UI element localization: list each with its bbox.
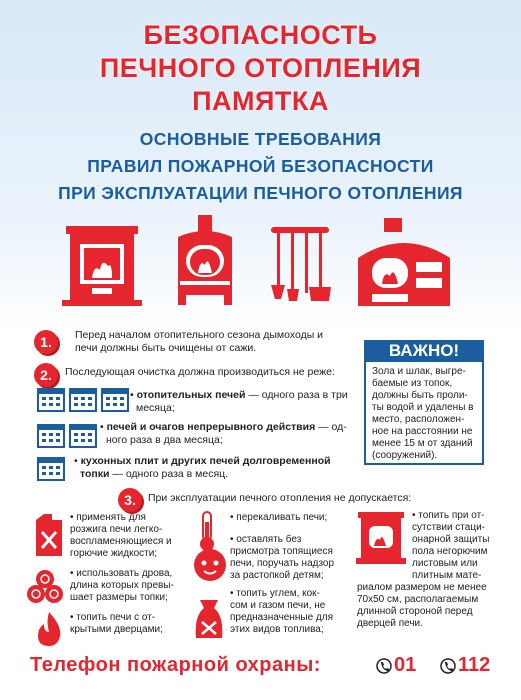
section-3-intro: При эксплуатации печного отопления не допускается: bbox=[148, 492, 412, 504]
forbid-col1-item-2: • использовать дрова, длина которых превы- шает размеры топки; bbox=[70, 568, 174, 603]
important-text: Зола и шлак, выгре- баемые из топок, должны быть проли- ты водой и удалены в место, расположен- ное на расстоянии не менее 15 м от зданий (сооружений). bbox=[372, 366, 474, 461]
title-line-1: БЕЗОПАСНОСТЬ bbox=[143, 20, 378, 50]
section-2-item-1-line-1: • отопительных печей — одного раза в три bbox=[130, 389, 348, 401]
subtitle-line-3: ПРИ ЭКСПЛУАТАЦИИ ПЕЧНОГО ОТОПЛЕНИЯ bbox=[58, 183, 463, 203]
phone-icon bbox=[376, 657, 392, 675]
section-1-line-2: печи должны быть очищены от сажи. bbox=[75, 342, 257, 354]
fireplace-icon bbox=[356, 510, 406, 566]
title-line-3: ПАМЯТКА bbox=[192, 86, 329, 116]
important-heading: ВАЖНО! bbox=[364, 340, 484, 362]
section-3-number: 3. bbox=[118, 488, 142, 512]
section-2-item-2-line-1: • печей и очагов непрерывного действия — од- bbox=[100, 421, 347, 433]
fire-phone-number-1[interactable]: 01 bbox=[394, 654, 417, 676]
subtitle-line-1: ОСНОВНЫЕ ТРЕБОВАНИЯ bbox=[139, 129, 382, 149]
calendar-icon bbox=[36, 454, 68, 482]
fireplace-icon bbox=[62, 222, 142, 308]
section-2-item-2-line-2: ного раза в два месяца; bbox=[106, 434, 223, 446]
section-2-intro: Последующая очистка должна производиться не реже: bbox=[65, 366, 335, 378]
child-icon bbox=[192, 545, 228, 583]
forbid-col2-item-2: • оставлять без присмотра топящиеся печи, поручать надзор за растопкой детям; bbox=[230, 534, 335, 581]
section-1-line-1: Перед началом отопительного сезона дымоходы и bbox=[75, 329, 324, 341]
title-line-2: ПЕЧНОГО ОТОПЛЕНИЯ bbox=[99, 53, 422, 83]
subtitle-line-2: ПРАВИЛ ПОЖАРНОЙ БЕЗОПАСНОСТИ bbox=[87, 156, 434, 176]
section-2-number: 2. bbox=[34, 363, 58, 387]
coal-bag-icon bbox=[192, 598, 226, 640]
section-2-item-3-line-1: • кухонных плит и других печей долговременной bbox=[74, 455, 331, 467]
canister-icon bbox=[30, 512, 66, 558]
forbid-col3-item-1: • топить при от- сутствии стаци- онарной защиты пола негорючим листовым или плитным мате- bbox=[412, 510, 490, 581]
forbid-col1-item-1: • применять для розжига печи легко- воспламеняющиеся и горючие жидкости; bbox=[70, 512, 172, 559]
fire-icon bbox=[32, 610, 66, 648]
forbid-col2-item-3: • топить углем, кок- сом и газом печи, не предназначенные для этих видов топлива; bbox=[230, 588, 334, 635]
stove-icon bbox=[170, 215, 240, 307]
fire-tools-icon bbox=[265, 225, 335, 305]
fire-phone-label: Телефон пожарной охраны: bbox=[30, 654, 321, 676]
brick-oven-icon bbox=[354, 218, 454, 310]
section-1-number: 1. bbox=[34, 330, 58, 354]
fire-phone-number-2[interactable]: 112 bbox=[458, 654, 491, 676]
section-2-item-1-line-2: месяца; bbox=[136, 402, 175, 414]
forbid-col3-item-1-continued: риалом размером не менее 70х50 см, располагаемым длинной стороной перед дверцей печи. bbox=[357, 582, 487, 629]
forbid-col2-item-1: • перекаливать печи; bbox=[230, 512, 328, 523]
section-2-item-3-line-2: топки — одного раза в месяц. bbox=[80, 468, 229, 480]
phone-icon bbox=[440, 657, 456, 675]
calendar-icon bbox=[36, 385, 132, 413]
forbid-col1-item-3: • топить печи с от- крытыми дверцами; bbox=[70, 612, 163, 635]
calendar-icon bbox=[36, 421, 100, 449]
logs-icon bbox=[26, 568, 70, 604]
